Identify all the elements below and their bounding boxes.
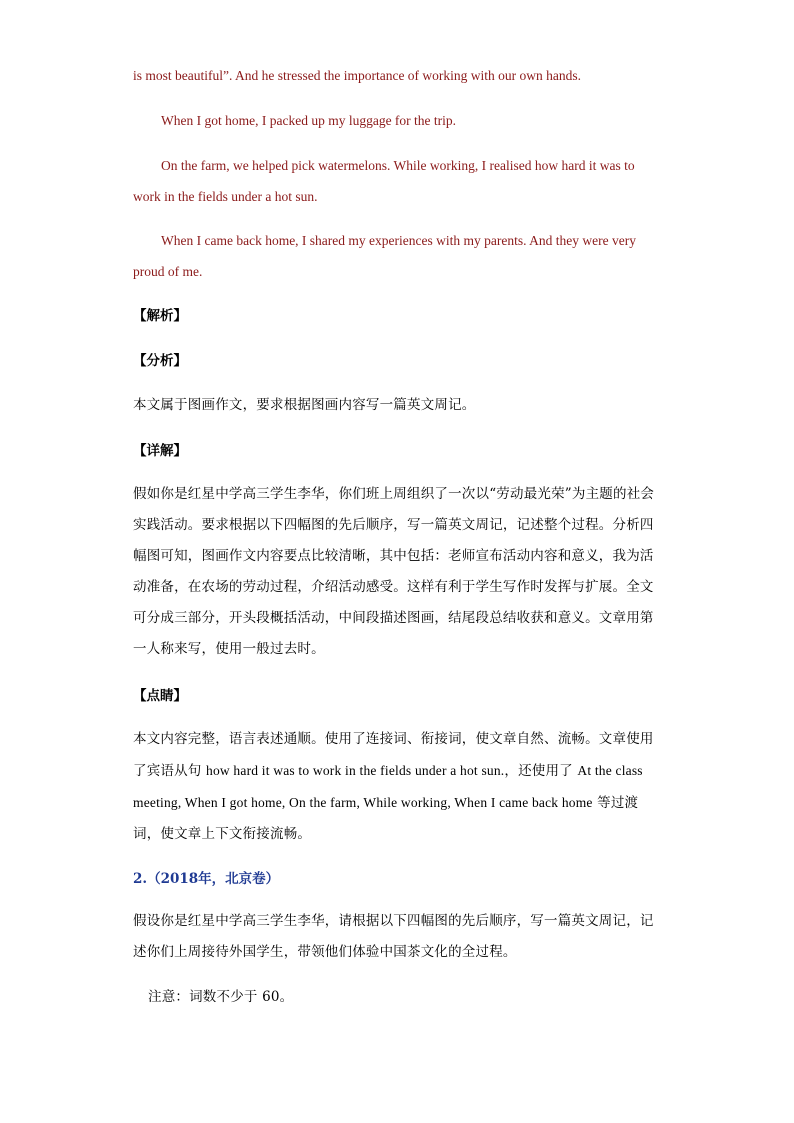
dianjing-text-part-2: ，还使用了 — [504, 763, 578, 779]
question-2-prompt: 假设你是红星中学高三学生李华，请根据以下四幅图的先后顺序，写一篇英文周记，记述你们上周接待外国学生，带领他们体验中国茶文化的全过程。 — [133, 913, 654, 960]
essay-paragraph-3: On the farm, we helped pick watermelons. While working, I realised how hard it was to work in the fields under a hot sun. — [133, 158, 635, 204]
dianjing-text — [133, 724, 663, 850]
essay-paragraph-4: When I came back home, I shared my experiences with my parents. And they were very proud of me. — [133, 233, 636, 279]
fenxi-heading: 【分析】 — [133, 353, 187, 369]
question-2-note: 注意：词数不少于 60。 — [148, 989, 294, 1005]
jiexi-heading: 【解析】 — [133, 308, 187, 324]
xiangjie-text: 假如你是红星中学高三学生李华，你们班上周组织了一次以“劳动最光荣”为主题的社会实践活动。要求根据以下四幅图的先后顺序，写一篇英文周记，记述整个过程。分析四幅图可知，图画作文内容要点比较清晰，其中包括：老师宣布活动内容和意义，我为活动准备，在农场的劳动过程，介绍活动感受。这样有利于学生写作时发挥与扩展。全文可分成三部分，开头段概括活动，中间段描述图画，结尾段总结收获和意义。文章用第一人称来写，使用一般过去时。 — [133, 486, 655, 657]
dianjing-text-part-3: 等过渡词，使文章上下文衔接流畅。 — [133, 795, 639, 842]
xiangjie-heading: 【详解】 — [133, 443, 187, 459]
dianjing-text-part-1: 本文内容完整，语言表述通顺。使用了连接词、衔接词，使文章自然、流畅。文章使用了宾语从句 — [133, 731, 654, 779]
dianjing-transition-words: At the class meeting, When I got home, On the farm, While working, When I came back home — [133, 763, 643, 810]
dianjing-heading: 【点睛】 — [133, 688, 187, 704]
dianjing-clause-example: how hard it was to work in the fields under a hot sun. — [206, 763, 505, 778]
essay-paragraph-2: When I got home, I packed up my luggage for the trip. — [161, 113, 457, 128]
question-2-title: 2.（2018年，北京卷） — [133, 871, 280, 887]
fenxi-text: 本文属于图画作文，要求根据图画内容写一篇英文周记。 — [133, 397, 476, 413]
essay-paragraph-1: is most beautiful”. And he stressed the importance of working with our own hands. — [133, 68, 582, 83]
